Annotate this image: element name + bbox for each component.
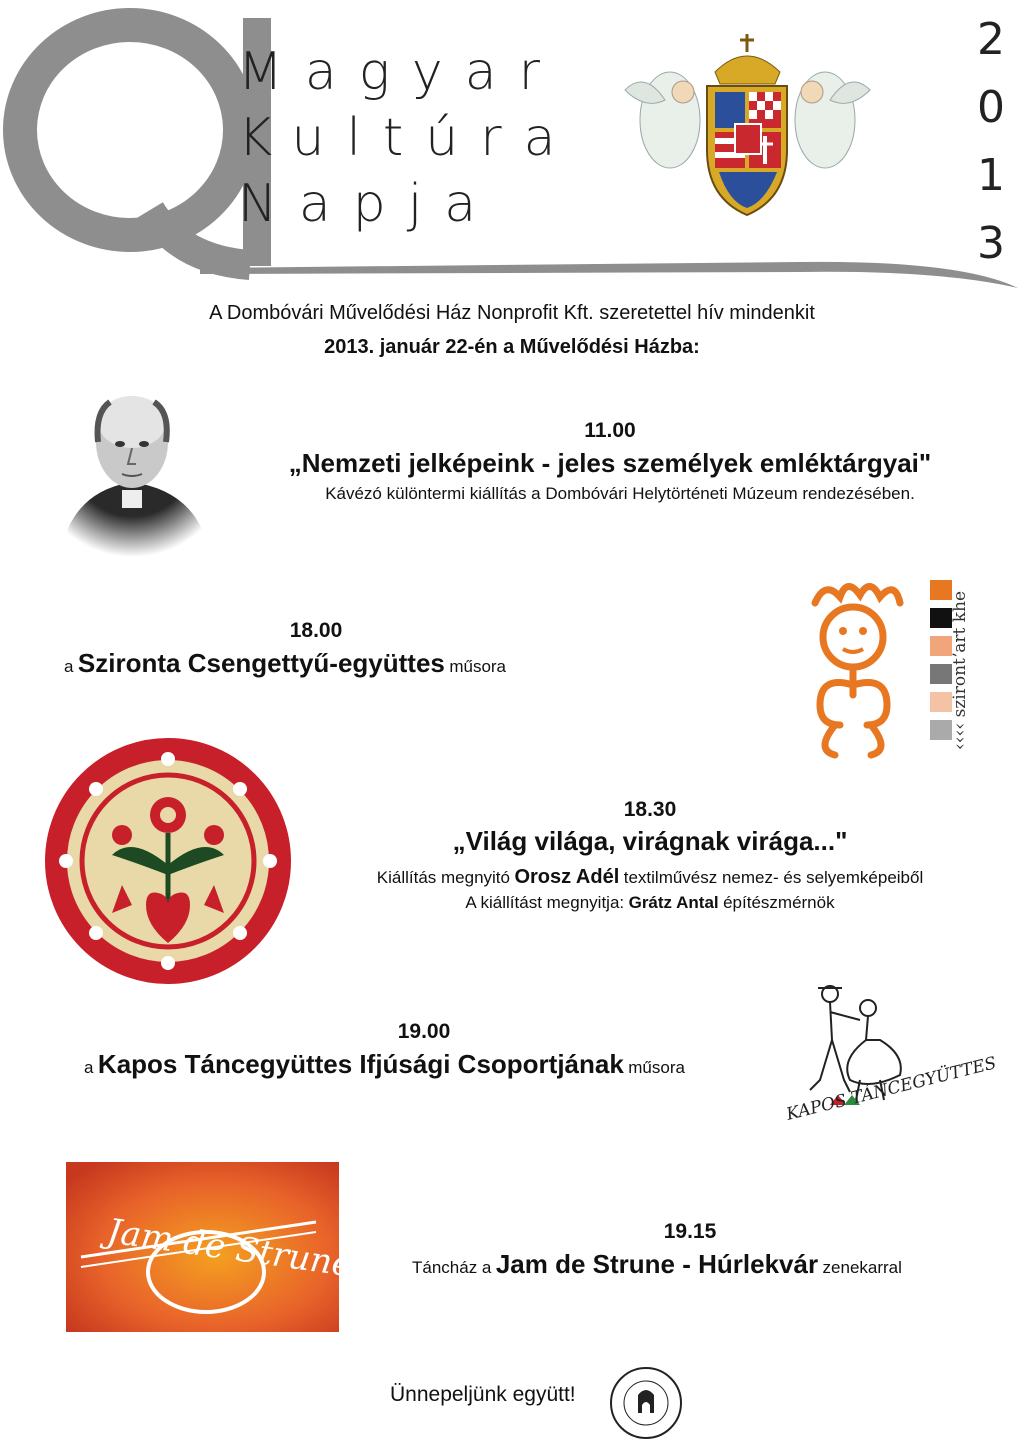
event-2-performer: Szironta Csengettyű-együttes — [77, 648, 445, 678]
event-3-line-1-tail: textilművész nemez- és selyemképeiből — [623, 868, 924, 887]
event-3-line-2-tail: építészmérnök — [723, 893, 835, 912]
event-4-performer: Kapos Táncegyüttes Ifjúsági Csoportjának — [97, 1049, 624, 1079]
jam-de-strune-artwork-image — [66, 1162, 355, 1332]
title-line-1: Magyar — [238, 42, 562, 102]
intro-line-1: A Dombóvári Művelődési Ház Nonprofit Kft. szeretettel hív mindenkit — [209, 302, 815, 324]
event-1-time: 11.00 — [584, 419, 636, 442]
kapos-dancers-logo-icon — [780, 980, 999, 1140]
event-5-performer: Jam de Strune - Húrlekvár — [495, 1249, 819, 1279]
title-line-3: Napja — [238, 174, 499, 234]
event-3-opener: Grátz Antal — [628, 893, 719, 912]
event-3-time: 18.30 — [623, 798, 677, 821]
year-digit-2: 0 — [977, 82, 1005, 133]
szironta-logo-text: ‹‹‹‹ szirontʼart khe — [950, 590, 970, 750]
event-5-time: 19.15 — [663, 1220, 717, 1243]
hungarian-coat-of-arms-icon — [615, 30, 880, 220]
folk-flower-plate-image — [52, 745, 284, 977]
event-3-line-1 — [290, 866, 1010, 889]
event-3-title: „Világ világa, virágnak virága..." — [452, 826, 848, 856]
event-3-line-2-lead: A kiállítást megnyitja: — [465, 893, 625, 912]
event-4-suffix: műsora — [628, 1058, 685, 1077]
event-1-title: „Nemzeti jelképeink - jeles személyek emléktárgyai" — [288, 448, 932, 478]
year-digit-1: 2 — [977, 14, 1005, 65]
title-line-2: Kultúra — [238, 108, 578, 168]
intro-line-2: 2013. január 22-én a Művelődési Házba: — [324, 336, 700, 358]
year-digit-4: 3 — [977, 218, 1005, 269]
event-3-line-1-lead: Kiállítás megnyitó — [376, 868, 510, 887]
event-2-time: 18.00 — [289, 619, 343, 642]
event-2-line — [64, 648, 506, 679]
year-digit-3: 1 — [977, 150, 1005, 201]
event-3-line-2 — [290, 893, 1010, 913]
event-5-line — [412, 1249, 902, 1280]
event-4-time: 19.00 — [397, 1020, 451, 1043]
event-2-suffix: műsora — [449, 657, 507, 676]
portrait-image — [40, 372, 225, 557]
event-5-suffix: zenekarral — [822, 1258, 902, 1277]
kapos-logo-text: KAPOS TÁNCEGYÜTTES — [784, 1053, 999, 1125]
szironta-logo-figure-icon — [795, 575, 915, 760]
footer-greeting: Ünnepeljünk együtt! — [390, 1383, 576, 1406]
event-5-prefix: Táncház a — [412, 1258, 492, 1277]
event-4-line — [84, 1049, 685, 1080]
event-2-prefix: a — [64, 657, 74, 676]
event-4-prefix: a — [84, 1058, 94, 1077]
organizer-stamp-logo — [608, 1365, 684, 1441]
header-swoosh — [200, 240, 1020, 290]
szironta-logo-swatches — [930, 580, 952, 740]
event-3-artist: Orosz Adél — [514, 866, 620, 888]
event-1-description: Kávézó különtermi kiállítás a Dombóvári Helytörténeti Múzeum rendezésében. — [325, 484, 915, 503]
jam-de-strune-art-text: Jam de Strune — [104, 1211, 355, 1286]
